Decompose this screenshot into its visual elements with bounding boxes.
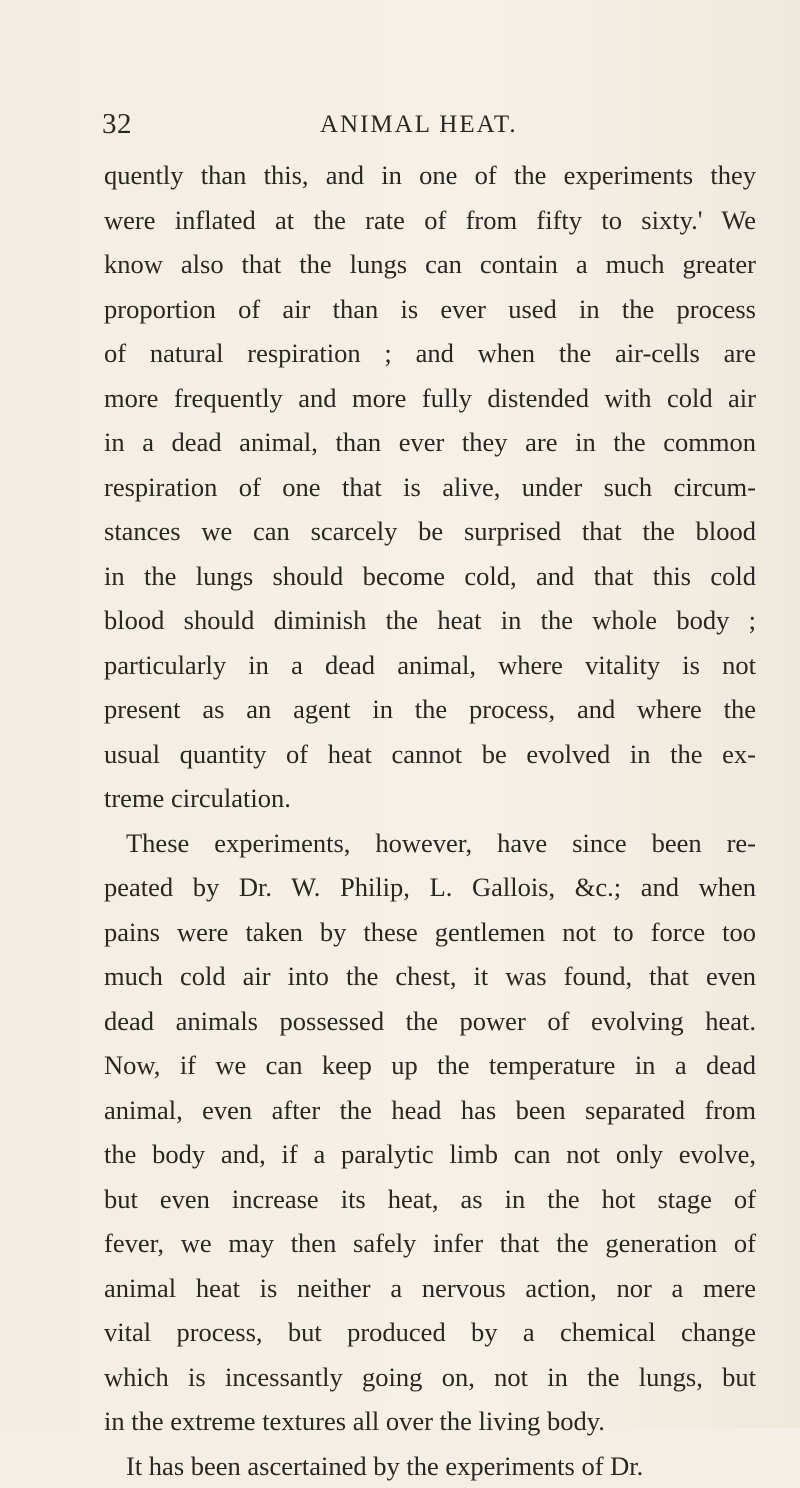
text-line: stances we can scarcely be surprised that the blood: [104, 509, 756, 554]
page-number: 32: [102, 108, 132, 141]
text-line: dead animals possessed the power of evolving heat.: [104, 999, 756, 1044]
text-line: proportion of air than is ever used in the process: [104, 287, 756, 332]
running-head: ANIMAL HEAT.: [320, 111, 518, 139]
text-line: in the lungs should become cold, and that this cold: [104, 554, 756, 599]
text-line: Now, if we can keep up the temperature in a dead: [104, 1043, 756, 1088]
text-line: more frequently and more fully distended with cold air: [104, 376, 756, 421]
text-line: fever, we may then safely infer that the generation of: [104, 1221, 756, 1266]
text-line: particularly in a dead animal, where vitality is not: [104, 643, 756, 688]
text-line: quently than this, and in one of the experiments they: [104, 153, 756, 198]
text-line: were inflated at the rate of from fifty to sixty.' We: [104, 198, 756, 243]
text-line: vital process, but produced by a chemical change: [104, 1310, 756, 1355]
paragraph-end-line: treme circulation.: [104, 776, 756, 821]
text-line: animal, even after the head has been separated from: [104, 1088, 756, 1133]
text-line: usual quantity of heat cannot be evolved in the ex-: [104, 732, 756, 777]
paragraph-start-line: These experiments, however, have since been re-: [104, 821, 756, 866]
text-line: present as an agent in the process, and where the: [104, 687, 756, 732]
text-line: blood should diminish the heat in the whole body ;: [104, 598, 756, 643]
body-text: [104, 153, 756, 1488]
text-line: much cold air into the chest, it was found, that even: [104, 954, 756, 999]
text-line: but even increase its heat, as in the hot stage of: [104, 1177, 756, 1222]
paragraph-start-line: It has been ascertained by the experiments of Dr.: [104, 1444, 756, 1488]
text-line: respiration of one that is alive, under such circum-: [104, 465, 756, 510]
text-line: peated by Dr. W. Philip, L. Gallois, &c.; and when: [104, 865, 756, 910]
page-header: [102, 108, 752, 148]
paragraph-end-line: in the extreme textures all over the living body.: [104, 1399, 756, 1444]
text-line: of natural respiration ; and when the air-cells are: [104, 331, 756, 376]
text-line: know also that the lungs can contain a much greater: [104, 242, 756, 287]
text-line: the body and, if a paralytic limb can not only evolve,: [104, 1132, 756, 1177]
text-line: pains were taken by these gentlemen not to force too: [104, 910, 756, 955]
text-line: in a dead animal, than ever they are in the common: [104, 420, 756, 465]
text-line: animal heat is neither a nervous action, nor a mere: [104, 1266, 756, 1311]
text-line: which is incessantly going on, not in the lungs, but: [104, 1355, 756, 1400]
